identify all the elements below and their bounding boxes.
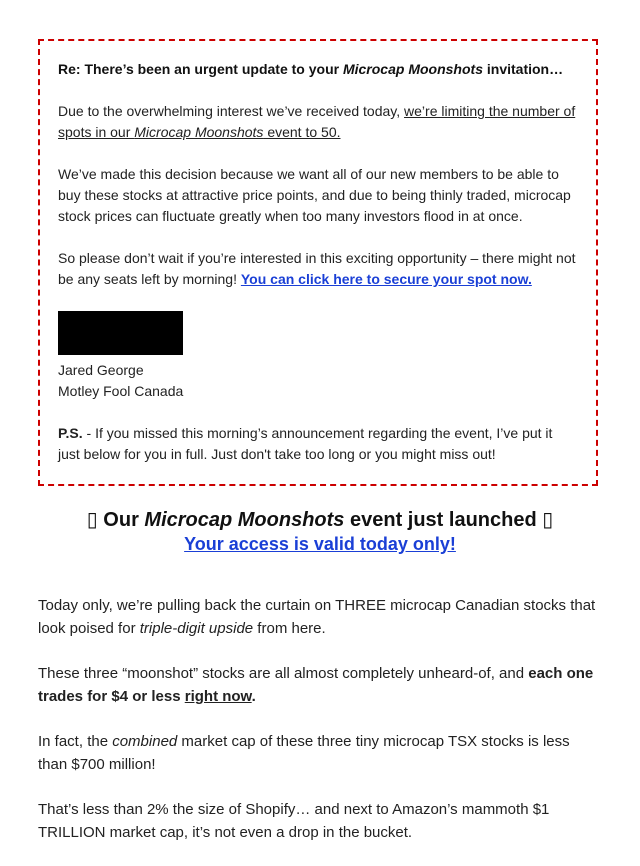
- signature: [58, 360, 578, 402]
- body-paragraph-intro: [38, 594, 602, 640]
- headline-prefix: Our: [97, 509, 145, 531]
- cta-text: So please don’t wait if you’re interested in this exciting opportunity – there might not be any seats left by morning!: [58, 250, 576, 287]
- marketcap-emphasis: combined: [112, 733, 178, 750]
- body-paragraph-price: [38, 662, 602, 708]
- limit-event-name: Microcap Moonshots: [134, 124, 264, 140]
- headline-event-name: Microcap Moonshots: [144, 509, 345, 531]
- secure-spot-link[interactable]: You can click here to secure your spot now.: [240, 271, 532, 287]
- body-paragraph-market-cap: [38, 730, 602, 776]
- headline-suffix: event just launched: [344, 509, 543, 531]
- notice-paragraph-reason: We’ve made this decision because we want all of our new members to be able to buy these stocks at attractive price points, and due to being thinly traded, microcap stock prices can fluctuate greatly when too many investors flood in at once.: [58, 166, 571, 224]
- notice-paragraph-limit: [58, 101, 578, 143]
- article-body: [38, 594, 602, 866]
- limit-prefix: Due to the overwhelming interest we’ve received today,: [58, 103, 405, 119]
- event-headline: [38, 508, 602, 532]
- subject-suffix: invitation…: [482, 61, 564, 77]
- marketcap-prefix: In fact, the: [38, 733, 113, 750]
- notice-subject: [58, 59, 578, 80]
- ps-label: P.S.: [58, 425, 83, 441]
- signature-redacted-block: [58, 311, 183, 355]
- missing-glyph-icon: ▯: [86, 509, 98, 531]
- marketcap-suffix: market cap of these three tiny microcap TSX stocks is less than $700 million!: [38, 733, 570, 773]
- price-end: .: [251, 688, 256, 705]
- signer-name: Jared George: [58, 362, 144, 378]
- postscript: [58, 423, 578, 465]
- subject-prefix: Re: There’s been an urgent update to your: [58, 61, 343, 77]
- intro-suffix: from here.: [253, 620, 326, 637]
- access-valid-link[interactable]: Your access is valid today only!: [184, 534, 456, 554]
- price-bold-text: each one trades for $4 or less: [38, 665, 594, 705]
- price-prefix: These three “moonshot” stocks are all almost completely unheard-of, and: [38, 665, 529, 682]
- urgent-notice-box: [38, 39, 598, 486]
- body-paragraph-comparison: That’s less than 2% the size of Shopify… and next to Amazon’s mammoth $1 TRILLION market cap, it’s not even a drop in the bucket.: [38, 801, 550, 841]
- ps-text: - If you missed this morning’s announcement regarding the event, I’ve put it just below for you in full. Just don't take too long or you might miss out!: [58, 425, 553, 462]
- signer-organization: Motley Fool Canada: [58, 383, 184, 399]
- price-right-now: right now: [184, 688, 252, 705]
- missing-glyph-icon: ▯: [542, 509, 554, 531]
- intro-emphasis: triple-digit upside: [139, 620, 254, 637]
- limit-u1: we’re limiting the number of spots in our: [58, 103, 576, 140]
- subject-event-name: Microcap Moonshots: [342, 61, 483, 77]
- notice-paragraph-cta: [58, 248, 578, 290]
- intro-prefix: Today only, we’re pulling back the curtain on THREE microcap Canadian stocks that look poised for: [38, 597, 596, 637]
- limit-u2: event to 50.: [263, 124, 341, 140]
